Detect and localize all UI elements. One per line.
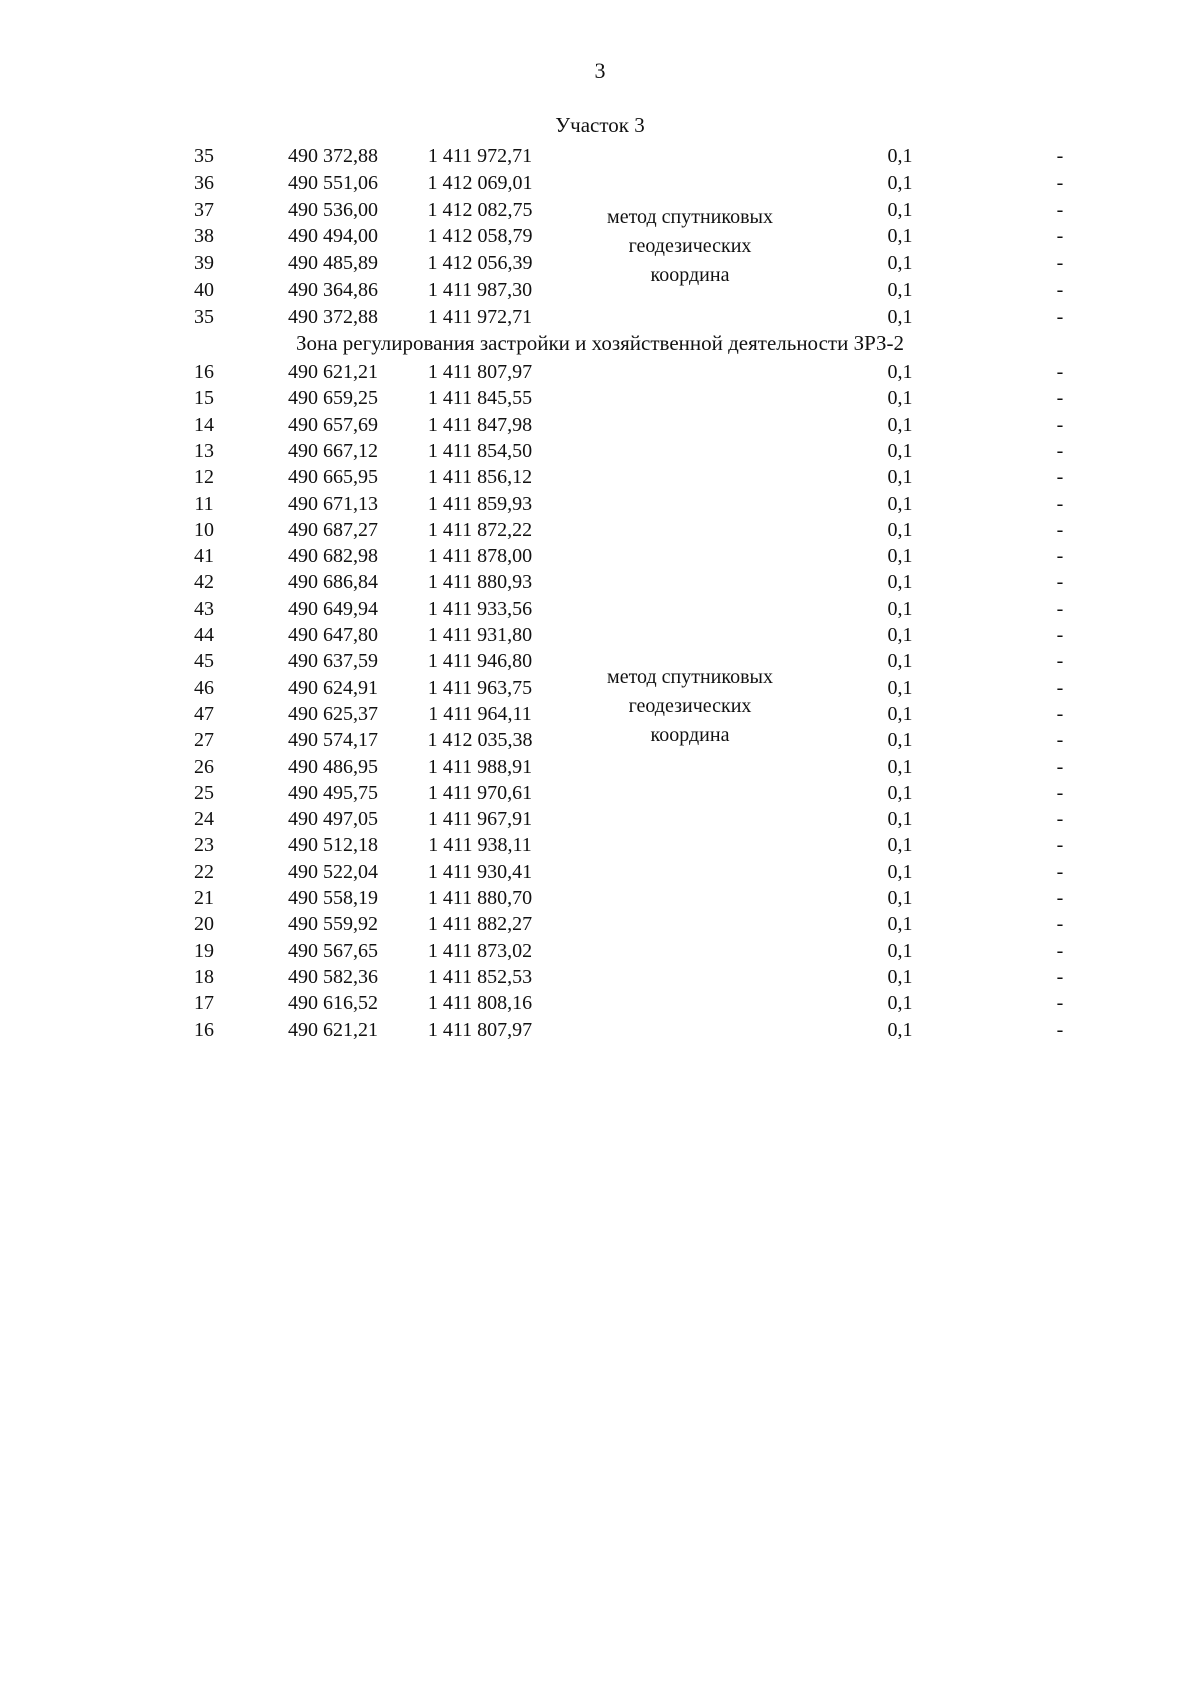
accuracy-value: 0,1 [887,492,913,515]
coord-y: 1 411 967,91 [427,808,533,831]
coord-x: 490 372,88 [288,145,378,167]
accuracy-value: 0,1 [887,1018,913,1041]
accuracy-value: 0,1 [887,781,913,804]
coord-y: 1 411 930,41 [427,860,533,883]
accuracy-value: 0,1 [887,939,913,962]
point-number: 27 [194,729,214,752]
coord-y: 1 411 931,80 [427,624,533,646]
coord-x: 490 686,84 [288,571,378,594]
coord-y: 1 411 987,30 [427,279,533,301]
table-row [0,384,1200,412]
table-row [0,805,1200,833]
accuracy-value: 0,1 [887,860,913,883]
coord-x: 490 512,18 [288,834,378,857]
coord-y: 1 411 882,27 [427,913,533,936]
coord-x: 490 495,75 [288,781,378,804]
point-number: 13 [194,439,214,462]
method-line: геодезических [628,695,752,717]
empty-value-dash: - [1056,252,1064,275]
coord-y: 1 411 859,93 [427,492,533,515]
empty-value-dash: - [1056,361,1064,383]
point-number: 25 [194,781,214,804]
table-row [0,463,1200,491]
coord-y: 1 411 845,55 [427,387,533,410]
empty-value-dash: - [1056,913,1064,936]
empty-value-dash: - [1056,650,1064,673]
empty-value-dash: - [1056,887,1064,909]
accuracy-value: 0,1 [887,755,913,778]
method-note-plot-3 [570,203,810,290]
point-number: 20 [194,913,214,936]
point-number: 47 [194,702,214,725]
empty-value-dash: - [1056,702,1064,725]
coord-x: 490 567,65 [288,939,378,962]
point-number: 35 [194,145,214,167]
point-number: 15 [194,387,214,410]
point-number: 41 [194,545,214,568]
coord-y: 1 411 807,97 [427,361,533,383]
point-number: 38 [194,225,214,248]
empty-value-dash: - [1056,755,1064,778]
coord-y: 1 412 082,75 [427,198,533,221]
coord-x: 490 665,95 [288,466,378,489]
empty-value-dash: - [1056,545,1064,568]
accuracy-value: 0,1 [887,387,913,410]
coord-x: 490 574,17 [288,729,378,752]
coord-x: 490 485,89 [288,252,378,275]
coord-y: 1 411 964,11 [428,702,532,725]
point-number: 43 [194,597,214,620]
coord-y: 1 411 878,00 [427,545,533,568]
empty-value-dash: - [1056,171,1064,194]
method-line: метод спутниковых [607,666,773,688]
coord-x: 490 657,69 [288,413,378,436]
coord-y: 1 411 852,53 [427,965,533,988]
point-number: 12 [194,466,214,489]
empty-value-dash: - [1056,413,1064,436]
coord-y: 1 412 058,79 [427,225,533,248]
empty-value-dash: - [1056,571,1064,594]
table-row [0,989,1200,1017]
coord-y: 1 411 963,75 [427,676,533,699]
accuracy-value: 0,1 [887,252,913,275]
point-number: 26 [194,755,214,778]
accuracy-value: 0,1 [887,965,913,988]
section-title-zrz-2: Зона регулирования застройки и хозяйственной деятельности ЗРЗ-2 [295,331,905,355]
point-number: 24 [194,808,214,831]
coord-y: 1 412 056,39 [427,252,533,275]
empty-value-dash: - [1056,860,1064,883]
point-number: 16 [194,361,214,383]
coord-x: 490 582,36 [288,965,378,988]
table-row [0,963,1200,991]
table-row [0,411,1200,439]
empty-value-dash: - [1056,518,1064,541]
section-title-plot-3: Участок 3 [555,113,645,137]
method-line: геодезических [628,235,752,257]
coord-x: 490 551,06 [288,171,378,194]
coord-x: 490 687,27 [288,518,378,541]
empty-value-dash: - [1056,808,1064,831]
accuracy-value: 0,1 [887,702,913,725]
page-number: 3 [594,58,606,83]
empty-value-dash: - [1056,225,1064,248]
coord-y: 1 411 872,22 [427,518,533,541]
accuracy-value: 0,1 [887,887,913,909]
point-number: 35 [194,305,214,328]
table-row [0,142,1200,170]
coord-y: 1 411 946,80 [427,650,533,673]
coord-y: 1 412 069,01 [427,171,533,194]
table-row [0,516,1200,544]
point-number: 46 [194,676,214,699]
accuracy-value: 0,1 [887,225,913,248]
method-line: координа [650,724,730,746]
point-number: 19 [194,939,214,962]
coord-x: 490 624,91 [288,676,378,699]
coord-x: 490 671,13 [288,492,378,515]
coord-y: 1 411 847,98 [427,413,533,436]
accuracy-value: 0,1 [887,466,913,489]
point-number: 22 [194,860,214,883]
coord-y: 1 411 873,02 [427,939,533,962]
coord-x: 490 558,19 [288,887,378,909]
coord-y: 1 411 880,70 [427,887,533,909]
point-number: 17 [194,992,214,1015]
method-line: координа [650,264,730,286]
point-number: 16 [194,1018,214,1041]
table-row [0,779,1200,807]
point-number: 11 [194,492,214,515]
empty-value-dash: - [1056,387,1064,410]
point-number: 40 [194,279,214,301]
accuracy-value: 0,1 [887,518,913,541]
coord-y: 1 411 808,16 [427,992,533,1015]
table-row [0,910,1200,938]
coord-y: 1 411 972,71 [427,145,533,167]
point-number: 21 [194,887,214,909]
empty-value-dash: - [1056,781,1064,804]
accuracy-value: 0,1 [887,992,913,1015]
empty-value-dash: - [1056,492,1064,515]
table-row [0,753,1200,781]
accuracy-value: 0,1 [887,676,913,699]
coord-x: 490 372,88 [288,305,378,328]
accuracy-value: 0,1 [887,650,913,673]
table-row [0,169,1200,197]
table-row [0,937,1200,965]
empty-value-dash: - [1056,1018,1064,1041]
point-number: 23 [194,834,214,857]
table-row [0,542,1200,570]
coord-y: 1 411 970,61 [427,781,533,804]
coord-y: 1 411 938,11 [428,834,532,857]
coord-x: 490 649,94 [288,597,378,620]
coord-x: 490 559,92 [288,913,378,936]
coord-x: 490 486,95 [288,755,378,778]
table-row [0,437,1200,465]
point-number: 37 [194,198,214,221]
coord-x: 490 364,86 [288,279,378,301]
accuracy-value: 0,1 [887,361,913,383]
accuracy-value: 0,1 [887,305,913,328]
table-row [0,358,1200,386]
point-number: 42 [194,571,214,594]
coord-x: 490 667,12 [288,439,378,462]
empty-value-dash: - [1056,676,1064,699]
accuracy-value: 0,1 [887,729,913,752]
accuracy-value: 0,1 [887,279,913,301]
accuracy-value: 0,1 [887,198,913,221]
point-number: 45 [194,650,214,673]
coord-y: 1 411 880,93 [427,571,533,594]
table-row [0,490,1200,518]
coord-x: 490 536,00 [288,198,378,221]
coord-x: 490 682,98 [288,545,378,568]
coord-x: 490 494,00 [288,225,378,248]
accuracy-value: 0,1 [887,571,913,594]
coord-x: 490 621,21 [288,1018,378,1041]
empty-value-dash: - [1056,965,1064,988]
accuracy-value: 0,1 [887,413,913,436]
table-row [0,568,1200,596]
accuracy-value: 0,1 [887,439,913,462]
empty-value-dash: - [1056,145,1064,167]
coord-y: 1 411 807,97 [427,1018,533,1041]
accuracy-value: 0,1 [887,808,913,831]
coord-x: 490 637,59 [288,650,378,673]
coord-x: 490 522,04 [288,860,378,883]
empty-value-dash: - [1056,834,1064,857]
accuracy-value: 0,1 [887,597,913,620]
coord-x: 490 616,52 [288,992,378,1015]
coord-y: 1 411 972,71 [427,305,533,328]
coord-x: 490 625,37 [288,702,378,725]
method-line: метод спутниковых [607,206,773,228]
empty-value-dash: - [1056,279,1064,301]
coord-y: 1 412 035,38 [427,729,533,752]
point-number: 10 [194,518,214,541]
accuracy-value: 0,1 [887,624,913,646]
accuracy-value: 0,1 [887,545,913,568]
empty-value-dash: - [1056,729,1064,752]
table-row [0,303,1200,331]
coord-y: 1 411 854,50 [427,439,533,462]
method-note-zrz-2 [570,663,810,750]
empty-value-dash: - [1056,466,1064,489]
coord-x: 490 621,21 [288,361,378,383]
empty-value-dash: - [1056,939,1064,962]
coord-x: 490 659,25 [288,387,378,410]
coord-y: 1 411 856,12 [427,466,533,489]
point-number: 39 [194,252,214,275]
empty-value-dash: - [1056,597,1064,620]
table-row [0,884,1200,912]
point-number: 14 [194,413,214,436]
empty-value-dash: - [1056,198,1064,221]
point-number: 44 [194,624,214,646]
coord-x: 490 497,05 [288,808,378,831]
empty-value-dash: - [1056,624,1064,646]
point-number: 18 [194,965,214,988]
point-number: 36 [194,171,214,194]
table-row [0,621,1200,649]
accuracy-value: 0,1 [887,834,913,857]
accuracy-value: 0,1 [887,913,913,936]
accuracy-value: 0,1 [887,145,913,167]
coord-y: 1 411 988,91 [427,755,533,778]
empty-value-dash: - [1056,439,1064,462]
table-row [0,1016,1200,1044]
coord-x: 490 647,80 [288,624,378,646]
empty-value-dash: - [1056,305,1064,328]
table-row [0,858,1200,886]
empty-value-dash: - [1056,992,1064,1015]
coord-y: 1 411 933,56 [427,597,533,620]
table-row [0,831,1200,859]
table-row [0,595,1200,623]
accuracy-value: 0,1 [887,171,913,194]
